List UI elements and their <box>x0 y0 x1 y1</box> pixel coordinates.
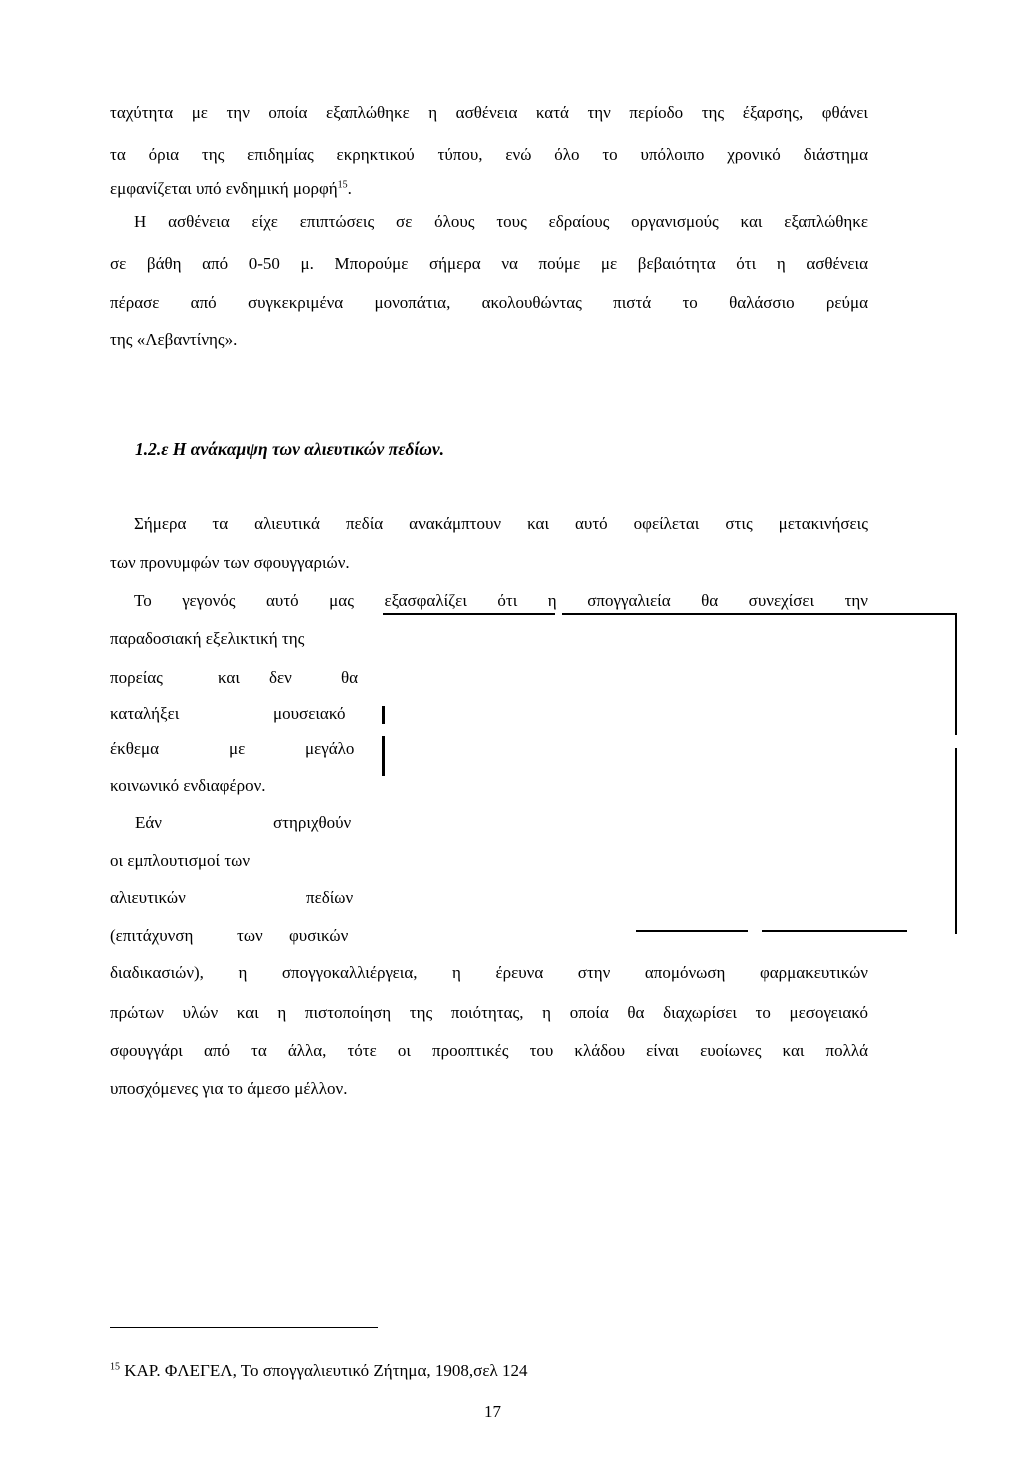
footnote-separator <box>110 1327 378 1328</box>
paragraph-4-line-13: σφουγγάρι από τα άλλα, τότε οι προοπτικές του κλάδου είναι ευοίωνες και πολλά <box>110 1041 868 1060</box>
paragraph-4-line-4-word-1: καταλήξει <box>110 704 180 723</box>
paragraph-2-line-2: σε βάθη από 0-50 μ. Μπορούμε σήμερα να πούμε με βεβαιότητα ότι η ασθένεια <box>110 254 868 273</box>
paragraph-4-line-9-word-2: πεδίων <box>306 888 354 907</box>
image-frame-right-rule-lower <box>955 748 957 934</box>
paragraph-4-line-3-word-4: θα <box>341 668 359 687</box>
image-frame-left-mark-lower <box>382 736 385 776</box>
footnote-text: ΚΑΡ. ΦΛΕΓΕΛ, Το σπογγαλιευτικό Ζήτημα, 1908,σελ 124 <box>120 1361 528 1380</box>
footnote-marker: 15 <box>110 1361 120 1373</box>
footnote <box>110 1362 527 1379</box>
paragraph-2-line-1: Η ασθένεια είχε επιπτώσεις σε όλους τους εδραίους οργανισμούς και εξαπλώθηκε <box>134 212 868 231</box>
paragraph-2-line-4: της «Λεβαντίνης». <box>110 330 238 349</box>
paragraph-4-line-8: οι εμπλουτισμοί των <box>110 851 251 870</box>
paragraph-1-line-1: ταχύτητα με την οποία εξαπλώθηκε η ασθένεια κατά την περίοδο της έξαρσης, φθάνει <box>110 103 868 122</box>
image-frame-bottom-rule-right <box>762 930 907 932</box>
paragraph-1-line-2: τα όρια της επιδημίας εκρηκτικού τύπου, ενώ όλο το υπόλοιπο χρονικό διάστημα <box>110 145 868 164</box>
image-frame-left-mark-upper <box>382 706 385 724</box>
paragraph-1-line-3-text: εμφανίζεται υπό ενδημική μορφή <box>110 179 338 198</box>
section-heading: 1.2.ε Η ανάκαμψη των αλιευτικών πεδίων. <box>135 439 445 459</box>
paragraph-4-line-5-word-2: με <box>229 739 246 758</box>
image-frame-top-left-rule <box>383 613 555 615</box>
paragraph-4-line-5-word-3: μεγάλο <box>305 739 355 758</box>
paragraph-4-line-14: υποσχόμενες για το άμεσο μέλλον. <box>110 1079 348 1098</box>
paragraph-4-line-7-word-1: Εάν <box>135 813 162 832</box>
paragraph-4-line-10-word-1: (επιτάχυνση <box>110 926 194 945</box>
footnote-reference: 15 <box>337 179 348 191</box>
paragraph-4-line-9-word-1: αλιευτικών <box>110 888 186 907</box>
paragraph-2-line-3: πέρασε από συγκεκριμένα μονοπάτια, ακολουθώντας πιστά το θαλάσσιο ρεύμα <box>110 293 868 312</box>
paragraph-4-line-10-word-2: των <box>237 926 263 945</box>
paragraph-4-line-10-word-3: φυσικών <box>289 926 349 945</box>
paragraph-4-line-5-word-1: έκθεμα <box>110 739 160 758</box>
image-frame-bottom-rule-left <box>636 930 748 932</box>
paragraph-3-line-1: Σήμερα τα αλιευτικά πεδία ανακάμπτουν και αυτό οφείλεται στις μετακινήσεις <box>134 514 868 533</box>
paragraph-4-line-12: πρώτων υλών και η πιστοποίηση της ποιότητας, η οποία θα διαχωρίσει το μεσογειακό <box>110 1003 868 1022</box>
paragraph-4-line-1: Το γεγονός αυτό μας εξασφαλίζει ότι η σπογγαλιεία θα συνεχίσει την <box>134 591 868 610</box>
paragraph-3-line-2: των προνυμφών των σφουγγαριών. <box>110 553 350 572</box>
paragraph-4-line-3-word-2: και <box>218 668 240 687</box>
paragraph-4-line-4-word-2: μουσειακό <box>273 704 346 723</box>
paragraph-1-line-3-end: . <box>347 179 352 198</box>
paragraph-4-line-7-word-2: στηριχθούν <box>273 813 352 832</box>
paragraph-4-line-2: παραδοσιακή εξελικτική της <box>110 629 305 648</box>
paragraph-4-line-11: διαδικασιών), η σπογγοκαλλιέργεια, η έρευνα στην απομόνωση φαρμακευτικών <box>110 963 868 982</box>
paragraph-1-line-3 <box>110 180 352 197</box>
paragraph-4-line-3-word-3: δεν <box>269 668 292 687</box>
page-number: 17 <box>484 1402 501 1421</box>
image-frame-right-rule-upper <box>955 613 957 735</box>
paragraph-4-line-3-word-1: πορείας <box>110 668 163 687</box>
paragraph-4-line-6: κοινωνικό ενδιαφέρον. <box>110 776 266 795</box>
image-frame-top-rule <box>562 613 957 615</box>
